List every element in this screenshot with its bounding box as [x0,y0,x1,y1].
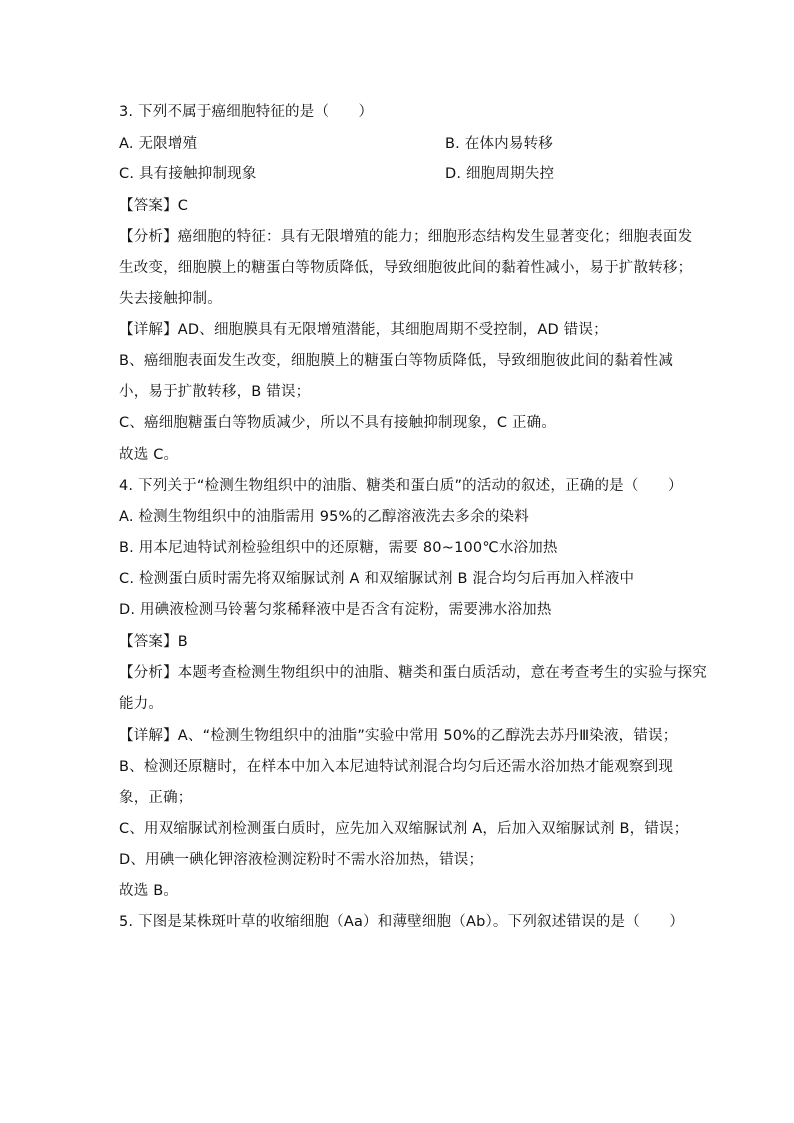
q4-detail-line-5: D、用碘一碘化钾溶液检测淀粉时不需水浴加热，错误； [119,852,484,868]
q4-detail-line-3: 象，正确； [119,790,193,806]
q3-option-a: A. 无限增殖 [119,136,198,152]
q5-stem: 5. 下图是某株斑叶草的收缩细胞（Aa）和薄壁细胞（Ab）。下列叙述错误的是（ ） [119,914,685,930]
q3-analysis-line-3: 失去接触抑制。 [119,291,222,307]
q4-answer: 【答案】B [119,634,188,650]
q3-stem: 3. 下列不属于癌细胞特征的是（ ） [119,104,374,120]
q3-detail-line-4: C、癌细胞糖蛋白等物质减少，所以不具有接触抑制现象，C 正确。 [119,415,557,431]
q4-stem: 4. 下列关于“检测生物组织中的油脂、糖类和蛋白质”的活动的叙述，正确的是（ ） [119,478,683,494]
q3-conclusion: 故选 C。 [119,447,179,463]
q4-analysis-line-1: 【分析】本题考查检测生物组织中的油脂、糖类和蛋白质活动，意在考查考生的实验与探究 [119,665,707,681]
q4-detail-line-1: 【详解】A、“检测生物组织中的油脂”实验中常用 50%的乙醇洗去苏丹Ⅲ染液，错误； [119,728,678,744]
q3-answer: 【答案】C [119,198,189,214]
q4-detail-line-2: B、检测还原糖时，在样本中加入本尼迪特试剂混合均匀后还需水浴加热才能观察到现 [119,759,674,775]
q3-detail-line-1: 【详解】AD、细胞膜具有无限增殖潜能，其细胞周期不受控制，AD 错误； [119,322,608,338]
q4-detail-line-4: C、用双缩脲试剂检测蛋白质时，应先加入双缩脲试剂 A，后加入双缩脲试剂 B，错误； [119,821,689,837]
q3-option-c: C. 具有接触抑制现象 [119,166,257,182]
q3-option-d: D. 细胞周期失控 [445,166,555,182]
q4-conclusion: 故选 B。 [119,883,179,899]
q3-option-b: B. 在体内易转移 [445,136,553,152]
q4-analysis-line-2: 能力。 [119,696,164,712]
q4-option-d: D. 用碘液检测马铃薯匀浆稀释液中是否含有淀粉，需要沸水浴加热 [119,602,552,618]
q3-detail-line-3: 小，易于扩散转移，B 错误； [119,384,311,400]
q3-analysis-line-2: 生改变，细胞膜上的糖蛋白等物质降低，导致细胞彼此间的黏着性减小，易于扩散转移； [119,260,693,276]
q4-option-b: B. 用本尼迪特试剂检验组织中的还原糖，需要 80~100℃水浴加热 [119,540,558,556]
q4-option-c: C. 检测蛋白质时需先将双缩脲试剂 A 和双缩脲试剂 B 混合均匀后再加入样液中 [119,571,635,587]
q3-analysis-line-1: 【分析】癌细胞的特征：具有无限增殖的能力；细胞形态结构发生显著变化；细胞表面发 [119,229,693,245]
q3-detail-line-2: B、癌细胞表面发生改变，细胞膜上的糖蛋白等物质降低，导致细胞彼此间的黏着性减 [119,353,674,369]
q4-option-a: A. 检测生物组织中的油脂需用 95%的乙醇溶液洗去多余的染料 [119,509,529,525]
